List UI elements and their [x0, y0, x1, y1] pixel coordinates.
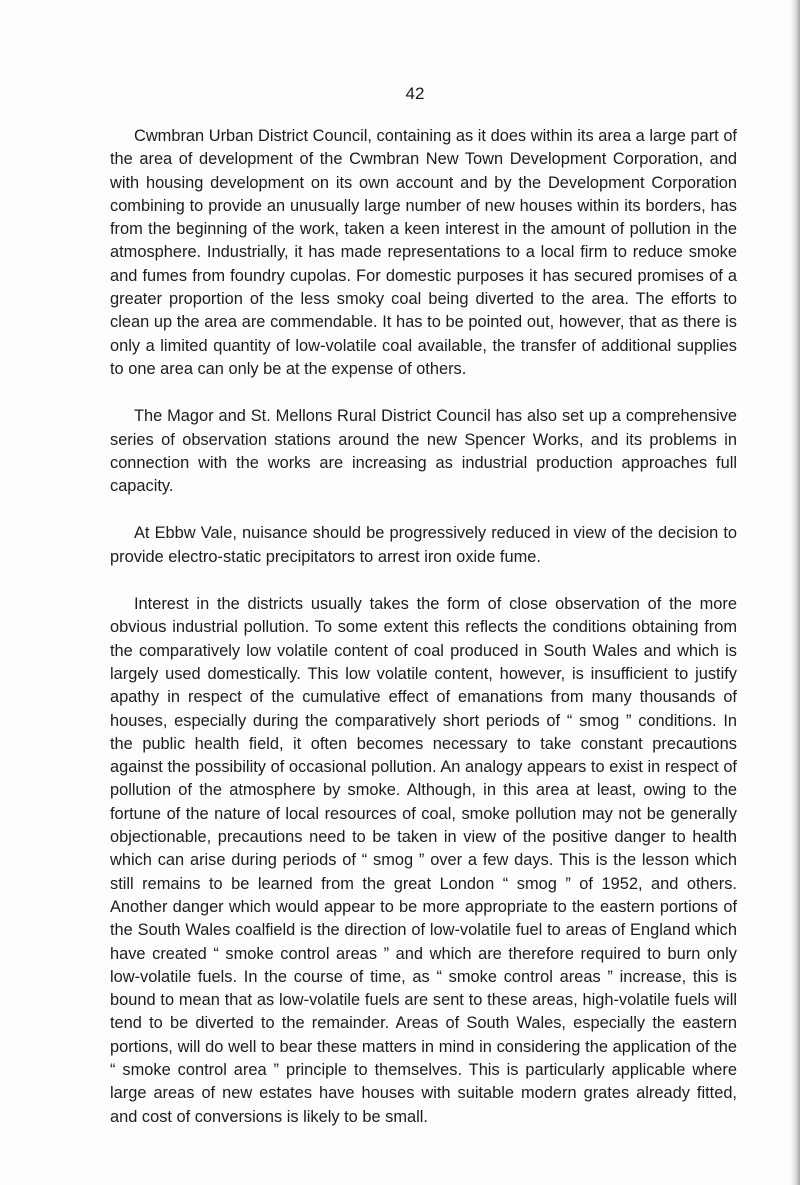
body-text [110, 125, 737, 1153]
page-edge-shadow [790, 0, 800, 1185]
paragraph-district-interest: Interest in the districts usually takes the form of close observation of the more obvious industrial pollution. To some extent this reflects the conditions obtaining from the comparatively low volatile content of coal produced in South Wales and which is largely used domestically. This low volatile content, however, is insufficient to justify apathy in respect of the cumulative effect of emanations from many thousands of houses, especially during the comparatively short periods of “ smog ” conditions. In the public health field, it often becomes necessary to take constant precautions against the possibility of occasional pollution. An analogy appears to exist in respect of pollution of the atmosphere by smoke. Although, in this area at least, owing to the fortune of the nature of local resources of coal, smoke pollution may not be generally objectionable, precautions need to be taken in view of the positive danger to health which can arise during periods of “ smog ” over a few days. This is the lesson which still remains to be learned from the great London “ smog ” of 1952, and others. Another danger which would appear to be more appropriate to the eastern portions of the South Wales coalfield is the direction of low-volatile fuel to areas of England which have created “ smoke control areas ” and which are therefore required to burn only low-volatile fuels. In the course of time, as “ smoke control areas ” increase, this is bound to mean that as low-volatile fuels are sent to these areas, high-volatile fuels will tend to be diverted to the remainder. Areas of South Wales, especially the eastern portions, will do well to bear these matters in mind in considering the application of the “ smoke control area ” principle to themselves. This is particularly applicable where large areas of new estates have houses with suitable modern grates already fitted, and cost of conversions is likely to be small. [110, 595, 737, 1126]
paragraph-ebbw-vale: At Ebbw Vale, nuisance should be progressively reduced in view of the decision to provide electro-static precipitators to arrest iron oxide fume. [110, 524, 737, 566]
paragraph-magor: The Magor and St. Mellons Rural District Council has also set up a comprehensive series of observation stations around the new Spencer Works, and its problems in connection with the works are increasing as industrial production approaches full capacity. [110, 407, 737, 496]
paragraph-cwmbran: Cwmbran Urban District Council, containing as it does within its area a large part of the area of development of the Cwmbran New Town Development Corporation, and with housing development on its own account and by the Development Corporation combining to provide an unusually large number of new houses within its borders, has from the beginning of the work, taken a keen interest in the amount of pollution in the atmosphere. Industrially, it has made representations to a local firm to reduce smoke and fumes from foundry cupolas. For domestic purposes it has secured promises of a greater proportion of the less smoky coal being diverted to the area. The efforts to clean up the area are commendable. It has to be pointed out, however, that as there is only a limited quantity of low-volatile coal available, the transfer of additional supplies to one area can only be at the expense of others. [110, 127, 737, 378]
page-number: 42 [405, 84, 425, 103]
